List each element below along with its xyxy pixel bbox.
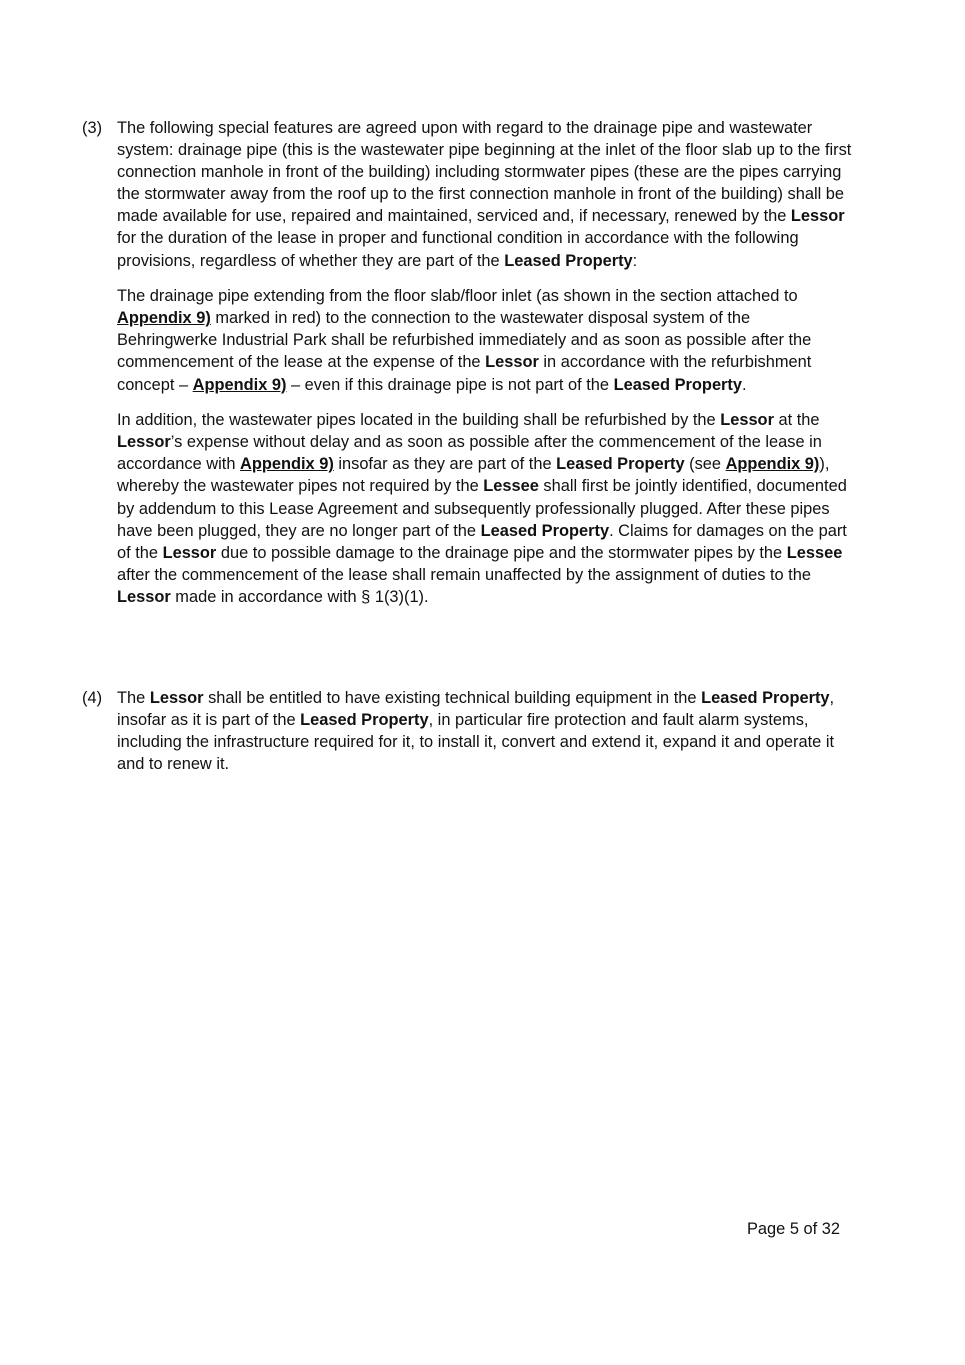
defined-term: Lessee	[786, 543, 843, 562]
text-run: due to possible damage to the drainage pipe and the stormwater pipes by the	[216, 543, 787, 562]
text-run: :	[632, 251, 638, 270]
defined-term: Leased Property	[556, 455, 685, 474]
clause-paragraph	[117, 687, 852, 775]
text-run: In addition, the wastewater pipes located in the building shall be refurbished by the	[117, 411, 721, 430]
appendix-reference: Appendix 9)	[240, 455, 334, 474]
text-run: , in particular fire protection and fault alarm systems, including the infrastructure required for it, to install it, convert and extend it, expand it and operate it and to renew it.	[117, 711, 835, 774]
text-run: in accordance with the refurbishment concept –	[117, 353, 812, 394]
defined-term: Lessor	[117, 587, 171, 606]
clause-number: (3)	[82, 119, 103, 137]
clause-body	[117, 687, 852, 775]
text-run: The	[117, 689, 150, 707]
defined-term: Leased Property	[504, 251, 633, 270]
clause-number: (4)	[82, 689, 103, 707]
text-run: , insofar as it is part of the	[117, 689, 835, 730]
text-run: – even if this drainage pipe is not part of the	[286, 375, 614, 394]
text-run: The drainage pipe extending from the floor slab/floor inlet (as shown in the section attached to	[117, 287, 798, 306]
page-number: Page 5 of 32	[747, 1220, 840, 1238]
defined-term: Leased Property	[300, 711, 429, 730]
text-run: shall first be jointly identified, documented by addendum to this Lease Agreement and subsequently professionally plugged. After these pipes have been plugged, they are no longer part of the	[117, 477, 847, 540]
defined-term: Leased Property	[613, 375, 743, 394]
text-run: (see	[684, 455, 726, 474]
text-run: marked in red) to the connection to the wastewater disposal system of the Behringwerke Industrial Park shall be refurbished immediately and as soon as possible after the commencement of the lease at the expense of the	[117, 309, 812, 372]
text-run: .	[742, 375, 747, 394]
text-run: after the commencement of the lease shall remain unaffected by the assignment of duties to the	[117, 565, 811, 584]
clause-paragraph	[117, 117, 852, 272]
text-run: insofar as they are part of the	[333, 455, 557, 474]
defined-term: Lessor	[117, 433, 171, 452]
defined-term: Lessee	[483, 477, 539, 496]
appendix-reference: Appendix 9)	[117, 309, 211, 328]
text-run: for the duration of the lease in proper and functional condition in accordance with the following provisions, regardless of whether they are part of the	[117, 229, 799, 270]
text-run: made in accordance with § 1(3)(1).	[170, 587, 429, 606]
appendix-reference: Appendix 9)	[192, 375, 287, 394]
clause-3	[82, 117, 852, 608]
text-run: at the	[773, 411, 820, 430]
clause-paragraph	[117, 285, 852, 395]
defined-term: Lessor	[720, 411, 774, 430]
defined-term: Lessor	[485, 353, 539, 372]
defined-term: Leased Property	[480, 521, 610, 540]
text-run: ), whereby the wastewater pipes not required by the	[117, 455, 830, 496]
defined-term: Lessor	[149, 689, 204, 707]
text-run: The following special features are agreed upon with regard to the drainage pipe and wastewater system: drainage pipe (this is the wastewater pipe beginning at the inlet of the floor slab up to the first connection manhole in front of the building) including stormwater pipes (these are the pipes carrying the stormwater away from the roof up to the first connection manhole in front of the building) shall be made available for use, repaired and maintained, serviced and, if necessary, renewed by the	[117, 119, 852, 226]
clause-body	[117, 117, 852, 608]
clause-paragraph	[117, 409, 852, 608]
text-run: ’s expense without delay and as soon as possible after the commencement of the lease in accordance with	[117, 433, 822, 474]
defined-term: Lessor	[790, 207, 845, 226]
clause-4	[82, 687, 852, 775]
text-run: . Claims for damages on the part of the	[117, 521, 847, 562]
defined-term: Lessor	[162, 543, 217, 562]
defined-term: Leased Property	[701, 689, 830, 707]
appendix-reference: Appendix 9)	[725, 455, 820, 474]
text-run: shall be entitled to have existing technical building equipment in the	[203, 689, 702, 707]
